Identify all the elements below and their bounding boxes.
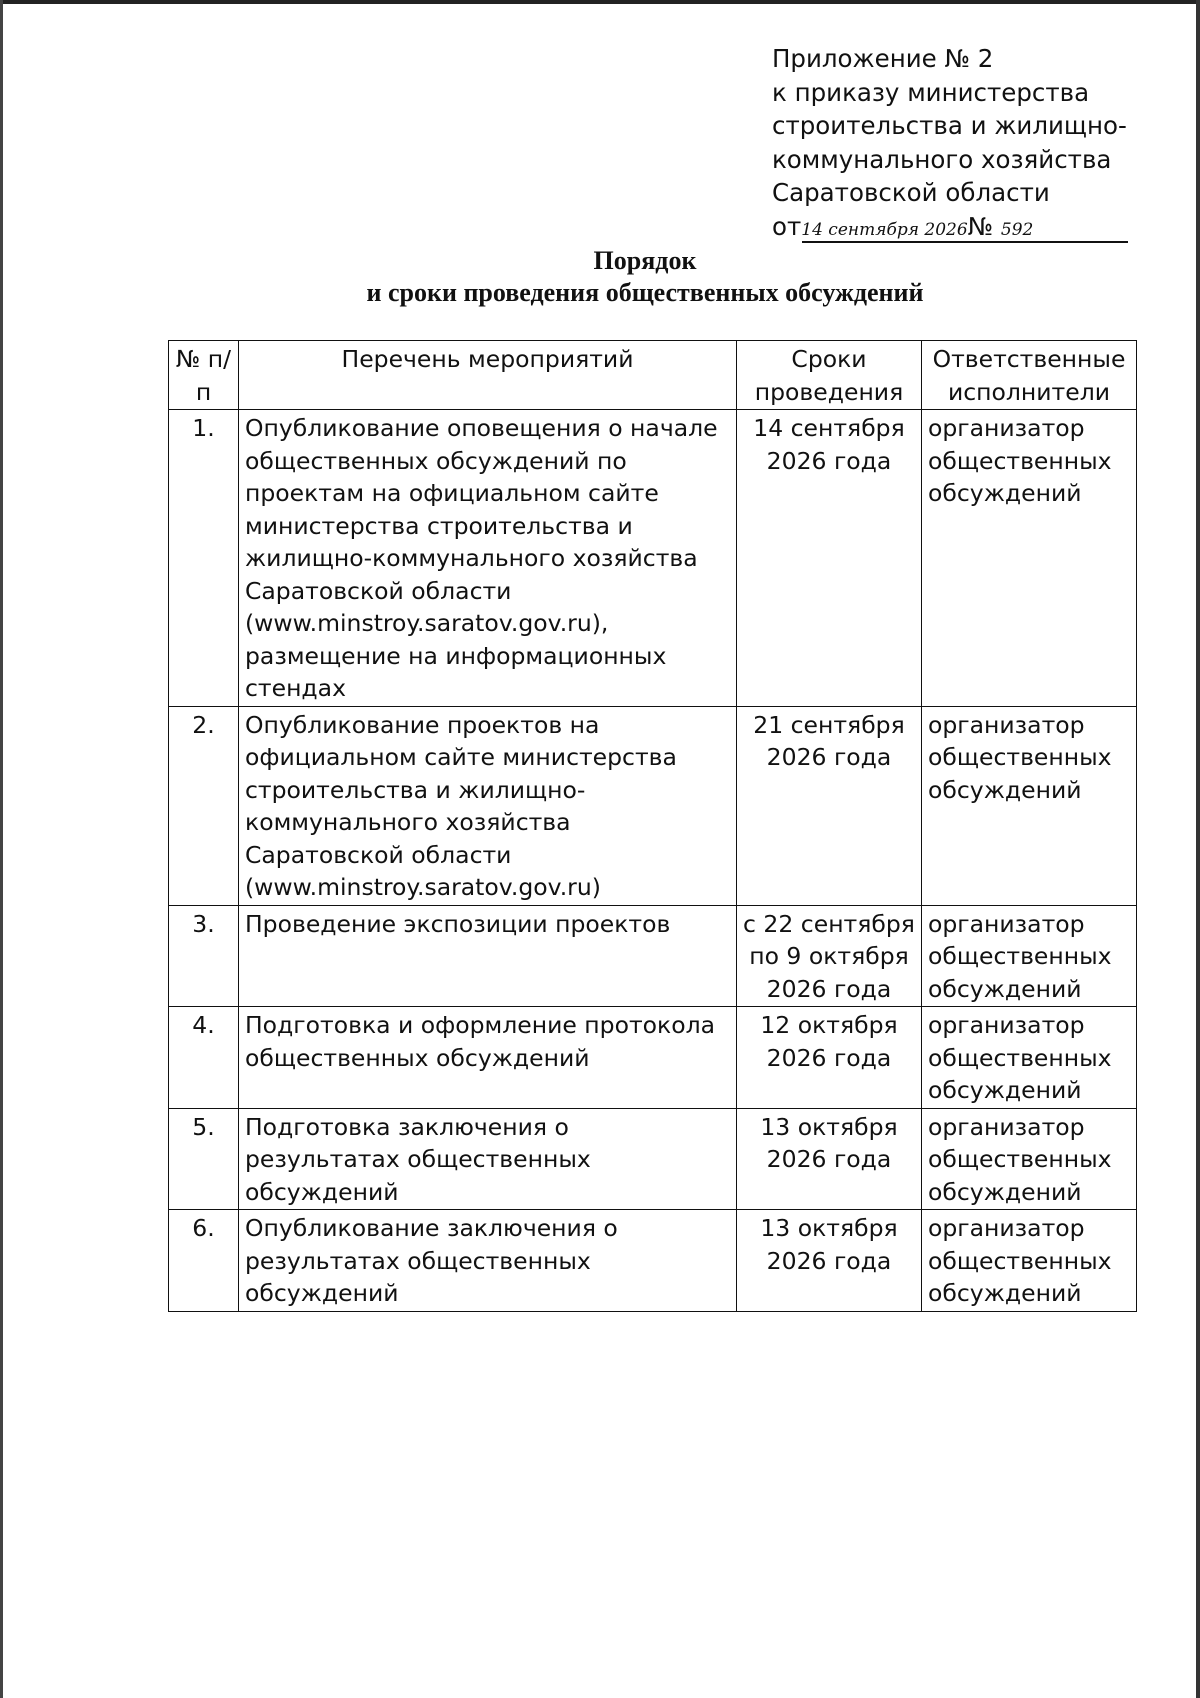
- appendix-header: [772, 42, 1172, 247]
- events-table: [168, 340, 1137, 1312]
- row-dates: 13 октября 2026 года: [737, 1210, 922, 1312]
- document-title: Порядок: [593, 246, 697, 275]
- table-header-row: [169, 341, 1137, 410]
- table-row: [169, 1108, 1137, 1210]
- header-num: № п/п: [169, 341, 239, 410]
- number-sign: №: [967, 211, 994, 241]
- row-dates: 12 октября 2026 года: [737, 1007, 922, 1109]
- handwritten-date: 14 сентября 2026: [801, 219, 968, 240]
- appendix-line: коммунального хозяйства: [772, 144, 1112, 174]
- row-dates: с 22 сентября по 9 октября 2026 года: [737, 905, 922, 1007]
- row-num: 5.: [169, 1108, 239, 1210]
- document-subtitle: и сроки проведения общественных обсуждений: [366, 278, 924, 307]
- row-name: Подготовка и оформление протокола общественных обсуждений: [239, 1007, 737, 1109]
- header-responsible: Ответственные исполнители: [922, 341, 1137, 410]
- row-dates: 21 сентября 2026 года: [737, 706, 922, 905]
- appendix-line: к приказу министерства: [772, 77, 1090, 107]
- table-row: [169, 1210, 1137, 1312]
- header-name: Перечень мероприятий: [239, 341, 737, 410]
- appendix-line: Саратовской области: [772, 178, 1050, 207]
- reference-underline: [802, 241, 1128, 243]
- row-name: Опубликование проектов на официальном сайте министерства строительства и жилищно-коммунального хозяйства Саратовской области (www.minstroy.saratov.gov.ru): [239, 706, 737, 905]
- row-num: 4.: [169, 1007, 239, 1109]
- row-responsible: организатор общественных обсуждений: [922, 905, 1137, 1007]
- row-responsible: организатор общественных обсуждений: [922, 410, 1137, 707]
- scan-edge-top: [0, 0, 1200, 4]
- row-name: Опубликование заключения о результатах общественных обсуждений: [239, 1210, 737, 1312]
- row-num: 3.: [169, 905, 239, 1007]
- from-prefix: от: [772, 211, 802, 241]
- row-num: 1.: [169, 410, 239, 707]
- row-name: Проведение экспозиции проектов: [239, 905, 737, 1007]
- handwritten-number: 592: [1000, 219, 1034, 240]
- table-row: [169, 1007, 1137, 1109]
- row-responsible: организатор общественных обсуждений: [922, 1108, 1137, 1210]
- row-name: Опубликование оповещения о начале общественных обсуждений по проектам на официальном сайте министерства строительства и жилищно-коммунального хозяйства Саратовской области (www.minstroy.saratov.gov.ru), размещение на информационных стендах: [239, 410, 737, 707]
- row-num: 2.: [169, 706, 239, 905]
- appendix-line: строительства и жилищно-: [772, 111, 1127, 140]
- row-dates: 13 октября 2026 года: [737, 1108, 922, 1210]
- row-num: 6.: [169, 1210, 239, 1312]
- row-name: Подготовка заключения о результатах общественных обсуждений: [239, 1108, 737, 1210]
- row-responsible: организатор общественных обсуждений: [922, 1007, 1137, 1109]
- row-responsible: организатор общественных обсуждений: [922, 1210, 1137, 1312]
- table-row: [169, 706, 1137, 905]
- order-reference: [772, 210, 1172, 248]
- row-dates: 14 сентября 2026 года: [737, 410, 922, 707]
- table-row: [169, 410, 1137, 707]
- header-dates: Сроки проведения: [737, 341, 922, 410]
- table-row: [169, 905, 1137, 1007]
- appendix-line: Приложение № 2: [772, 44, 994, 73]
- row-responsible: организатор общественных обсуждений: [922, 706, 1137, 905]
